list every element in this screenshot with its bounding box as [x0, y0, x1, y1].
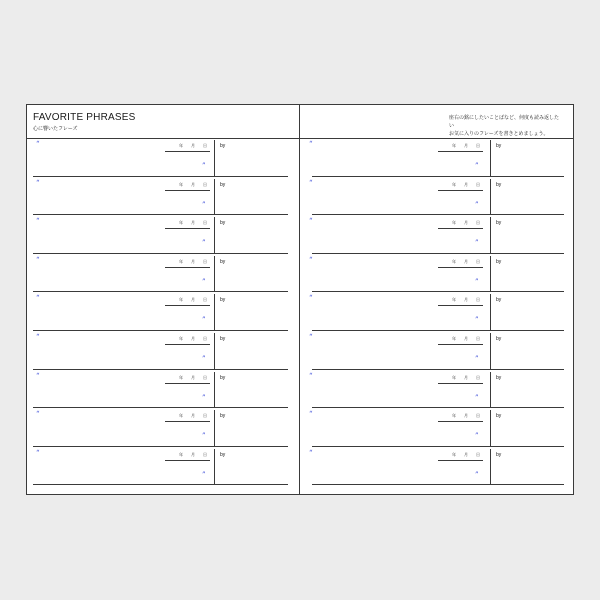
phrase-entry[interactable]: [27, 177, 299, 216]
right-page: [300, 105, 573, 494]
day-label: 日: [203, 297, 207, 303]
phrase-entry[interactable]: [300, 215, 573, 254]
open-quote-mark: “: [309, 448, 313, 457]
close-quote-mark: ”: [202, 277, 206, 286]
year-label: 年: [452, 374, 456, 380]
day-label: 日: [476, 220, 480, 226]
date-underline: [165, 305, 210, 306]
author-divider: [214, 140, 215, 176]
day-label: 日: [203, 451, 207, 457]
close-quote-mark: ”: [202, 239, 206, 248]
author-divider: [490, 217, 491, 253]
date-underline: [438, 267, 483, 268]
month-label: 月: [464, 258, 468, 264]
page-title: FAVORITE PHRASES: [33, 112, 136, 123]
author-divider: [490, 333, 491, 369]
month-label: 月: [191, 336, 195, 341]
day-label: 日: [203, 181, 207, 187]
open-quote-mark: “: [36, 448, 40, 457]
day-label: 日: [476, 451, 480, 457]
year-label: 年: [179, 297, 183, 303]
date-underline: [165, 344, 210, 345]
date-underline: [438, 460, 483, 461]
author-divider: [490, 140, 491, 176]
year-label: 年: [179, 451, 183, 457]
month-label: 月: [464, 220, 468, 226]
phrase-entry[interactable]: [27, 292, 299, 331]
date-underline: [438, 421, 483, 422]
open-quote-mark: “: [309, 333, 313, 341]
day-label: 日: [476, 413, 480, 419]
author-divider: [214, 372, 215, 408]
author-divider: [214, 294, 215, 330]
author-divider: [490, 179, 491, 215]
open-quote-mark: “: [36, 217, 40, 226]
date-underline: [165, 460, 210, 461]
by-label: by: [496, 220, 502, 227]
by-label: by: [220, 451, 226, 458]
by-label: by: [496, 336, 502, 342]
date-underline: [438, 228, 483, 229]
date-underline: [438, 344, 483, 345]
notebook-spread: [26, 104, 574, 495]
open-quote-mark: “: [309, 294, 313, 303]
author-divider: [490, 372, 491, 408]
by-label: by: [220, 181, 226, 188]
month-label: 月: [464, 336, 468, 341]
close-quote-mark: ”: [475, 277, 479, 286]
month-label: 月: [464, 297, 468, 303]
phrase-entry[interactable]: [27, 447, 299, 486]
close-quote-mark: ”: [475, 162, 479, 170]
author-divider: [214, 256, 215, 292]
month-label: 月: [464, 413, 468, 419]
close-quote-mark: ”: [202, 470, 206, 479]
year-label: 年: [452, 143, 456, 148]
date-underline: [165, 151, 210, 152]
date-underline: [438, 151, 483, 152]
open-quote-mark: “: [36, 255, 40, 264]
by-label: by: [496, 297, 502, 304]
entry-underline: [33, 484, 288, 485]
phrase-entry[interactable]: [300, 138, 573, 177]
close-quote-mark: ”: [202, 316, 206, 325]
day-label: 日: [203, 413, 207, 419]
open-quote-mark: “: [36, 410, 40, 419]
author-divider: [490, 410, 491, 446]
month-label: 月: [191, 220, 195, 226]
left-page: [27, 105, 299, 494]
author-divider: [214, 333, 215, 369]
day-label: 日: [476, 297, 480, 303]
open-quote-mark: “: [309, 410, 313, 419]
phrase-entry[interactable]: [27, 370, 299, 409]
open-quote-mark: “: [36, 140, 40, 148]
phrase-entry[interactable]: [27, 138, 299, 177]
open-quote-mark: “: [36, 371, 40, 380]
phrase-entry[interactable]: [27, 215, 299, 254]
phrase-entry[interactable]: [300, 370, 573, 409]
by-label: by: [220, 258, 226, 265]
entry-underline: [312, 484, 564, 485]
page-subtitle: 心に響いたフレーズ: [33, 126, 78, 132]
phrase-entry[interactable]: [300, 447, 573, 486]
phrase-entry[interactable]: [300, 177, 573, 216]
year-label: 年: [452, 336, 456, 341]
year-label: 年: [179, 181, 183, 187]
close-quote-mark: ”: [475, 393, 479, 402]
phrase-entry[interactable]: [27, 254, 299, 293]
date-underline: [165, 267, 210, 268]
year-label: 年: [179, 143, 183, 148]
author-divider: [214, 217, 215, 253]
date-underline: [438, 305, 483, 306]
author-divider: [214, 179, 215, 215]
close-quote-mark: ”: [475, 432, 479, 441]
year-label: 年: [179, 220, 183, 226]
year-label: 年: [179, 374, 183, 380]
close-quote-mark: ”: [202, 432, 206, 441]
open-quote-mark: “: [36, 294, 40, 303]
date-underline: [438, 190, 483, 191]
instruction-line-1: 座右の銘にしたいことばなど、何度も読み返したい: [449, 115, 560, 129]
open-quote-mark: “: [309, 140, 313, 148]
by-label: by: [496, 413, 502, 420]
phrase-entry[interactable]: [300, 408, 573, 447]
open-quote-mark: “: [36, 178, 40, 187]
by-label: by: [220, 336, 226, 342]
day-label: 日: [203, 220, 207, 226]
by-label: by: [496, 143, 502, 149]
open-quote-mark: “: [309, 371, 313, 380]
close-quote-mark: ”: [475, 200, 479, 209]
day-label: 日: [476, 143, 480, 148]
day-label: 日: [476, 374, 480, 380]
by-label: by: [496, 451, 502, 458]
day-label: 日: [476, 258, 480, 264]
author-divider: [490, 294, 491, 330]
close-quote-mark: ”: [475, 470, 479, 479]
close-quote-mark: ”: [202, 200, 206, 209]
by-label: by: [496, 181, 502, 188]
close-quote-mark: ”: [202, 393, 206, 402]
month-label: 月: [191, 413, 195, 419]
author-divider: [490, 256, 491, 292]
date-underline: [165, 190, 210, 191]
date-underline: [165, 383, 210, 384]
month-label: 月: [191, 374, 195, 380]
by-label: by: [220, 220, 226, 227]
close-quote-mark: ”: [202, 162, 206, 170]
day-label: 日: [203, 374, 207, 380]
year-label: 年: [452, 297, 456, 303]
day-label: 日: [203, 258, 207, 264]
close-quote-mark: ”: [475, 239, 479, 248]
year-label: 年: [452, 258, 456, 264]
month-label: 月: [464, 181, 468, 187]
by-label: by: [220, 297, 226, 304]
day-label: 日: [203, 143, 207, 148]
date-underline: [165, 421, 210, 422]
month-label: 月: [464, 451, 468, 457]
year-label: 年: [452, 413, 456, 419]
author-divider: [214, 449, 215, 485]
by-label: by: [496, 374, 502, 381]
phrase-entry[interactable]: [27, 331, 299, 370]
phrase-entry[interactable]: [300, 254, 573, 293]
instruction-line-2: お気に入りのフレーズを書きとめましょう。: [449, 131, 549, 137]
author-divider: [490, 449, 491, 485]
year-label: 年: [452, 451, 456, 457]
year-label: 年: [179, 258, 183, 264]
month-label: 月: [191, 297, 195, 303]
day-label: 日: [203, 336, 207, 341]
year-label: 年: [179, 336, 183, 341]
phrase-entry[interactable]: [27, 408, 299, 447]
month-label: 月: [191, 181, 195, 187]
phrase-entry[interactable]: [300, 331, 573, 370]
year-label: 年: [452, 220, 456, 226]
month-label: 月: [191, 451, 195, 457]
open-quote-mark: “: [36, 333, 40, 341]
day-label: 日: [476, 336, 480, 341]
date-underline: [438, 383, 483, 384]
author-divider: [214, 410, 215, 446]
month-label: 月: [464, 143, 468, 148]
year-label: 年: [452, 181, 456, 187]
close-quote-mark: ”: [475, 355, 479, 363]
instruction-note: [449, 114, 559, 138]
by-label: by: [220, 143, 226, 149]
open-quote-mark: “: [309, 178, 313, 187]
month-label: 月: [191, 143, 195, 148]
month-label: 月: [464, 374, 468, 380]
by-label: by: [220, 374, 226, 381]
month-label: 月: [191, 258, 195, 264]
close-quote-mark: ”: [202, 355, 206, 363]
by-label: by: [496, 258, 502, 265]
year-label: 年: [179, 413, 183, 419]
day-label: 日: [476, 181, 480, 187]
by-label: by: [220, 413, 226, 420]
open-quote-mark: “: [309, 255, 313, 264]
phrase-entry[interactable]: [300, 292, 573, 331]
close-quote-mark: ”: [475, 316, 479, 325]
date-underline: [165, 228, 210, 229]
open-quote-mark: “: [309, 217, 313, 226]
